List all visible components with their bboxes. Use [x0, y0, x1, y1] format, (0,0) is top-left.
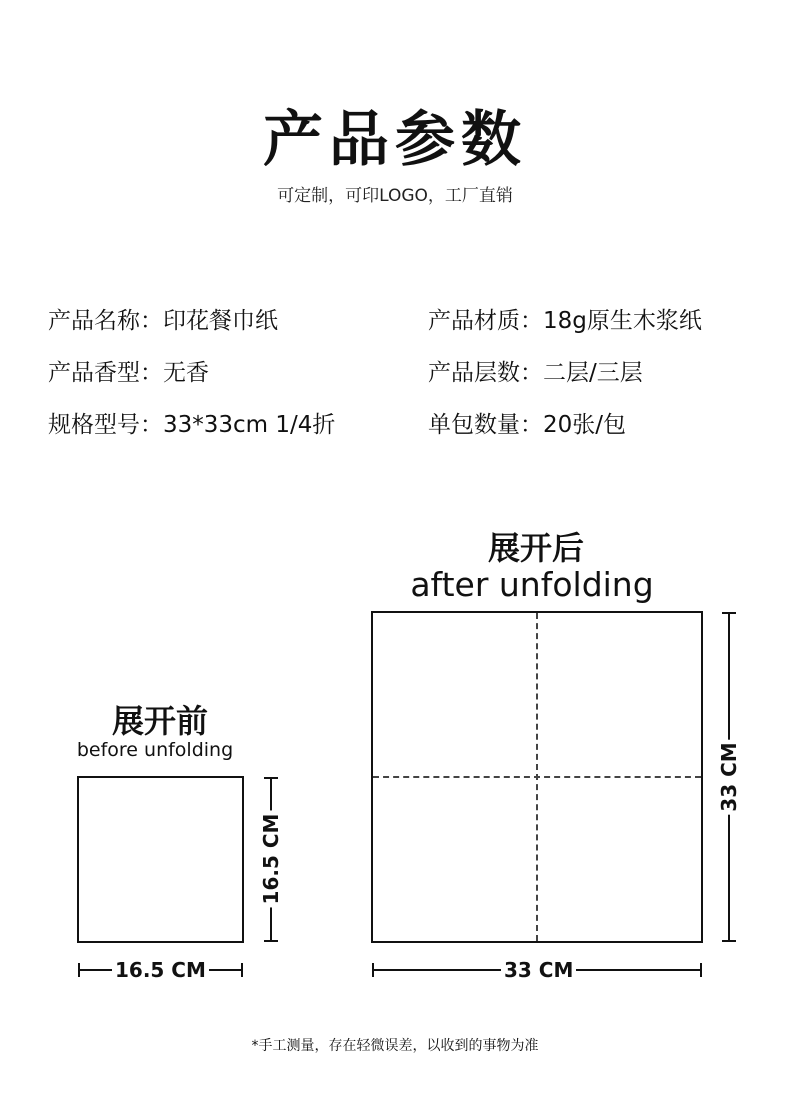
folded-napkin	[77, 776, 244, 943]
after-width-label: 33 CM	[501, 958, 576, 982]
page-subtitle: 可定制，可印LOGO，工厂直销	[277, 186, 513, 206]
after-width-cap-right	[700, 963, 702, 977]
before-width-label: 16.5 CM	[112, 958, 209, 982]
page-title: 产品参数	[263, 105, 527, 175]
before-height-label: 16.5 CM	[259, 811, 283, 908]
after-height-label: 33 CM	[717, 739, 741, 814]
measurement-note: *手工测量，存在轻微误差，以收到的事物为准	[251, 1038, 539, 1054]
after-title-en: after unfolding	[410, 565, 654, 604]
after-height-cap-top	[722, 612, 736, 614]
before-width-cap-right	[241, 963, 243, 977]
before-title-en: before unfolding	[76, 739, 234, 761]
spec-scent: 产品香型：无香	[48, 360, 209, 386]
spec-layers: 产品层数：二层/三层	[428, 360, 643, 386]
after-title-cn: 展开后	[487, 529, 584, 567]
spec-material: 产品材质：18g原生木浆纸	[428, 308, 702, 334]
spec-size: 规格型号：33*33cm 1/4折	[48, 412, 336, 438]
spec-count: 单包数量：20张/包	[428, 412, 627, 438]
before-title-cn: 展开前	[111, 702, 208, 740]
before-width-cap-left	[78, 963, 80, 977]
spec-name: 产品名称：印花餐巾纸	[48, 308, 278, 334]
before-height-cap-bottom	[264, 940, 278, 942]
fold-line-horizontal	[373, 776, 701, 778]
after-width-cap-left	[372, 963, 374, 977]
before-height-cap-top	[264, 777, 278, 779]
after-height-cap-bottom	[722, 940, 736, 942]
